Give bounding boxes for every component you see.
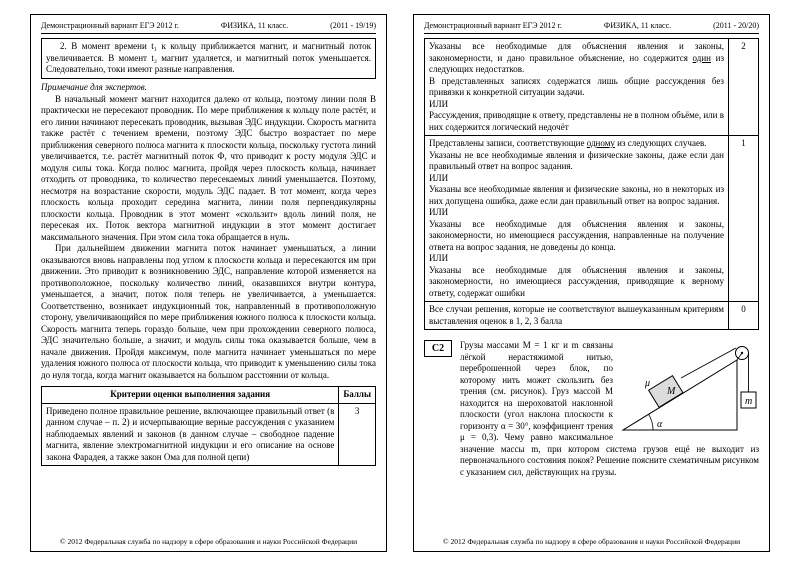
- mass-M-label: M: [667, 386, 676, 397]
- header-subject: ФИЗИКА, 11 класс.: [603, 21, 672, 30]
- criteria-score-header: Баллы: [339, 387, 376, 404]
- explanation-paragraph-1: В начальный момент магнит находится далеко от кольца, поэтому линии поля B практически не пересекают проводник. По мере приближения к кольцу поле растёт, и его линии начинают пересекать проводник, вызывая ЭДС индукции. Скорость магнита также растёт с течением времени, поэтому ЭДС быстро возрастает по мере приближения северного полюса магнита к плоскости кольца, поскольку густота линий увеличивается, т.е. растёт магнитный поток Ф, что приводит к росту модуля ЭДС и модуля силы тока. Когда полюс магнита, пройдя через плоскость кольца, начинает отходить от проводника, то количество пересекаемых линий уменьшается. Поэтому, несмотря на возрастание скорости, модуль ЭДС падает. В тот момент, когда через плоскость кольца проходит середина магнита, линии поля перпендикулярны плоскости кольца. Проводник в этот момент «скользит» вдоль линий поля, не пересекая их. Поток вектора магнитной индукции в этот момент достигает максимального значения. При этом сила тока обращается в нуль.: [41, 93, 376, 242]
- answer-text: 2. В момент времени t₁ к кольцу приближается магнит, и магнитный поток увеличивается. В момент t₂ магнит удаляется, и магнитный поток уменьшается. Следовательно, токи имеют разные направления.: [46, 41, 371, 74]
- header-variant: Демонстрационный вариант ЕГЭ 2012 г.: [424, 21, 562, 30]
- criteria-row-2: [425, 39, 759, 136]
- criteria-row-3: [42, 403, 376, 466]
- criteria-row-0-score: 0: [729, 302, 759, 330]
- mu-label: μ: [645, 378, 651, 389]
- underlined-word: один: [692, 52, 711, 63]
- criteria-text: [429, 41, 724, 76]
- task-c2-label: С2: [424, 340, 452, 357]
- criteria-text-part: из следующих случаев.: [614, 138, 707, 148]
- criteria-text: Все случаи решения, которые не соответствуют вышеуказанным критериям выставления оценок в 1, 2, 3 балла: [429, 304, 724, 326]
- criteria-header-row: [42, 387, 376, 404]
- page-footer: © 2012 Федеральная служба по надзору в сфере образования и науки Российской Федерации: [59, 537, 358, 546]
- mass-m-label: m: [745, 396, 753, 407]
- answer-continuation-box: [41, 38, 376, 79]
- task-c2-text: Грузы массами М = 1 кг и m связаны лёгкой нерастяжимой нитью, переброшенной через блок, по которому нить может скользить без трения (см. рисунок). Груз массой М находится на шероховатой наклонной плоскости (угол наклона плоскости к горизонту α = 30°, коэффициент трения μ = 0,3). Чему равно максимальное значение массы m, при котором система грузов ещё не выходит из первоначального состояния покоя? Решение поясните схематичным рисунком с указанием сил, действующих на грузы.: [460, 340, 759, 477]
- page-right: [413, 14, 770, 552]
- criteria-table: [41, 386, 376, 466]
- criteria-row-1: [425, 136, 759, 302]
- expert-note-heading: Примечание для экспертов.: [41, 81, 147, 92]
- criteria-text: В представленных записях содержатся лишь общие рассуждения без привязки к конкретной ситуации задачи.: [429, 75, 724, 97]
- incline-figure: [619, 340, 759, 436]
- task-c2: [424, 340, 759, 478]
- task-c2-body: [460, 340, 759, 478]
- or-separator: ИЛИ: [429, 172, 449, 183]
- header-subject: ФИЗИКА, 11 класс.: [220, 21, 289, 30]
- explanation-paragraph-2: При дальнейшем движении магнита поток начинает уменьшаться, а линии оказываются вновь направлены под углом к плоскости кольца и пересекаются им при движении. Это приводит к возникновению ЭДС, направление которой изменяется на противоположное, поскольку количество линий, оказавшихся внутри контура, уменьшается, а значит, поток поля теперь не увеличивается, а уменьшается. Соответственно, возникает индукционный ток, направленный в противоположную сторону, увеличивающийся по мере приближения южного полюса к плоскости кольца. Скорость магнита теперь гораздо больше, чем при прохождении северного полюса, ЭДС значительно больше, а значит, и модуль силы тока оказывается больше, чем в начале движения. Пройдя максимум, поле магнита начинает уменьшаться по мере удаления южного полюса от плоскости кольца, что приводит к уменьшению силы тока до нуля тогда, когда магнит оказывается на большом расстоянии от кольца.: [41, 243, 376, 380]
- criteria-text: Указаны все необходимые для объяснения явления и законы, закономерности, но имеющиеся рассуждения, приводящие к верному ответу, содержат ошибки: [429, 264, 724, 298]
- criteria-text: Указаны все необходимые для объяснения явления и законы, закономерности, но имеющиеся рассуждения, направленные на получение ответа на вопрос задания, не доведены до конца.: [429, 218, 724, 252]
- criteria-text-part: из следующих недостатков.: [429, 52, 725, 74]
- criteria-row-0: [425, 302, 759, 330]
- underlined-word: одному: [586, 138, 615, 148]
- criteria-row-1-score: 1: [729, 136, 759, 302]
- page-left: [30, 14, 387, 552]
- criteria-row-3-score: 3: [339, 403, 376, 466]
- criteria-title: Критерии оценки выполнения задания: [42, 387, 339, 404]
- criteria-text: [429, 138, 724, 150]
- or-separator: ИЛИ: [429, 253, 449, 263]
- alpha-label: α: [657, 419, 663, 430]
- criteria-text: Указаны все необходимые явления и физические законы, но в некоторых из них допущена ошибка, даже если дан правильный ответ на вопрос задания.: [429, 184, 724, 206]
- page-header: [41, 21, 376, 34]
- header-page-number: (2011 - 20/20): [713, 21, 759, 30]
- page-header: [424, 21, 759, 34]
- criteria-text-part: Представлены записи, соответствующие: [429, 138, 587, 148]
- criteria-row-2-score: 2: [729, 39, 759, 136]
- criteria-text: Рассуждения, приводящие к ответу, представлены не в полном объёме, или в них содержится логический недочёт: [429, 110, 724, 132]
- criteria-table-continued: [424, 38, 759, 330]
- criteria-row-3-text: Приведено полное правильное решение, включающее правильный ответ (в данном случае – п. 2) и исчерпывающие верные рассуждения с указанием наблюдаемых явлений и законов (в данном случае – свободное падение магнита, явление электромагнитной индукции и его описание на основе закона Фарадея, а также закон Ома для полной цепи): [46, 405, 335, 462]
- or-separator: ИЛИ: [429, 98, 449, 109]
- page-footer: © 2012 Федеральная служба по надзору в сфере образования и науки Российской Федерации: [442, 537, 741, 546]
- header-page-number: (2011 - 19/19): [330, 21, 376, 30]
- criteria-text: Указаны не все необходимые явления и физические законы, даже если дан правильный ответ на вопрос задания.: [429, 149, 724, 171]
- or-separator: ИЛИ: [429, 207, 449, 217]
- criteria-text-part: Указаны все необходимые для объяснения явления и законы, закономерности, и дано правильное объяснение, но содержится: [429, 41, 724, 63]
- header-variant: Демонстрационный вариант ЕГЭ 2012 г.: [41, 21, 179, 30]
